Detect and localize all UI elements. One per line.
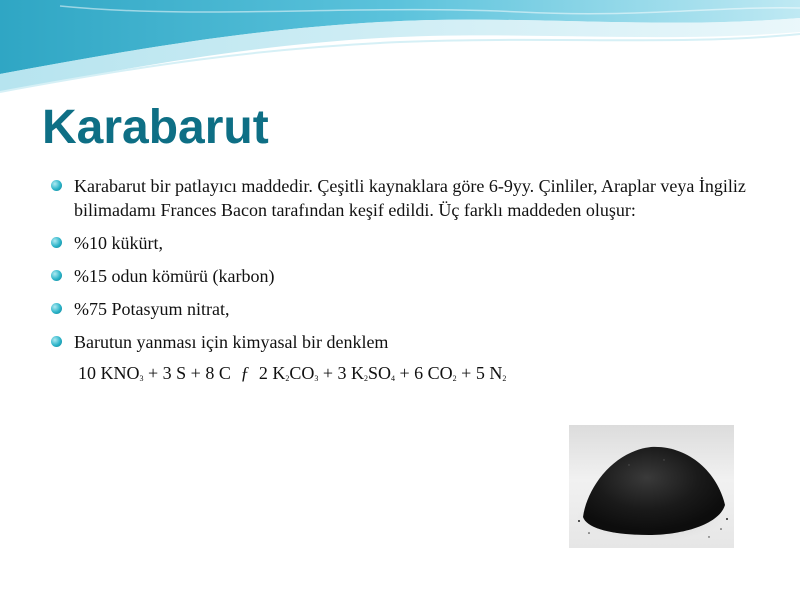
bullet-list bbox=[48, 174, 748, 391]
eq-term: SO bbox=[368, 363, 392, 383]
bullet-item-intro bbox=[48, 174, 748, 222]
eq-subscript: 2 bbox=[452, 374, 457, 383]
eq-subscript: 3 bbox=[139, 374, 144, 383]
eq-term: + 6 CO bbox=[395, 363, 453, 383]
bullet-item-equation-intro bbox=[48, 330, 748, 354]
bullet-dot-icon bbox=[51, 270, 62, 281]
bullet-item-sulfur bbox=[48, 231, 748, 255]
bullet-text: %10 kükürt, bbox=[74, 233, 163, 253]
eq-term: CO bbox=[289, 363, 315, 383]
bullet-text: %75 Potasyum nitrat, bbox=[74, 299, 230, 319]
bullet-dot-icon bbox=[51, 180, 62, 191]
chemical-equation bbox=[78, 361, 748, 391]
eq-subscript: 3 bbox=[314, 374, 319, 383]
bullet-dot-icon bbox=[51, 336, 62, 347]
header-wave-decoration bbox=[0, 0, 800, 100]
bullet-text: Karabarut bir patlayıcı maddedir. Çeşitli kaynaklara göre 6-9yy. Çinliler, Araplar veya İngiliz bilimadamı Frances Bacon tarafından keşif edildi. Üç farklı maddeden oluşur: bbox=[74, 176, 746, 220]
bullet-dot-icon bbox=[51, 303, 62, 314]
bullet-text: Barutun yanması için kimyasal bir denklem bbox=[74, 332, 389, 352]
gunpowder-photo bbox=[569, 425, 734, 548]
eq-term: + 3 K bbox=[318, 363, 364, 383]
reaction-arrow-glyph: ƒ bbox=[240, 363, 250, 383]
eq-subscript: 2 bbox=[364, 374, 368, 383]
eq-term: + 5 N bbox=[456, 363, 503, 383]
bullet-dot-icon bbox=[51, 237, 62, 248]
eq-term: 2 K bbox=[258, 363, 286, 383]
bullet-text: %15 odun kömürü (karbon) bbox=[74, 266, 275, 286]
eq-subscript: 4 bbox=[391, 374, 396, 383]
eq-term: + 3 S + 8 C bbox=[143, 363, 231, 383]
bullet-item-charcoal bbox=[48, 264, 748, 288]
eq-term: 10 KNO bbox=[78, 363, 140, 383]
bullet-item-nitrate bbox=[48, 297, 748, 321]
eq-subscript: 2 bbox=[502, 374, 507, 383]
slide-title: Karabarut bbox=[42, 101, 269, 154]
eq-subscript: 2 bbox=[285, 374, 290, 383]
